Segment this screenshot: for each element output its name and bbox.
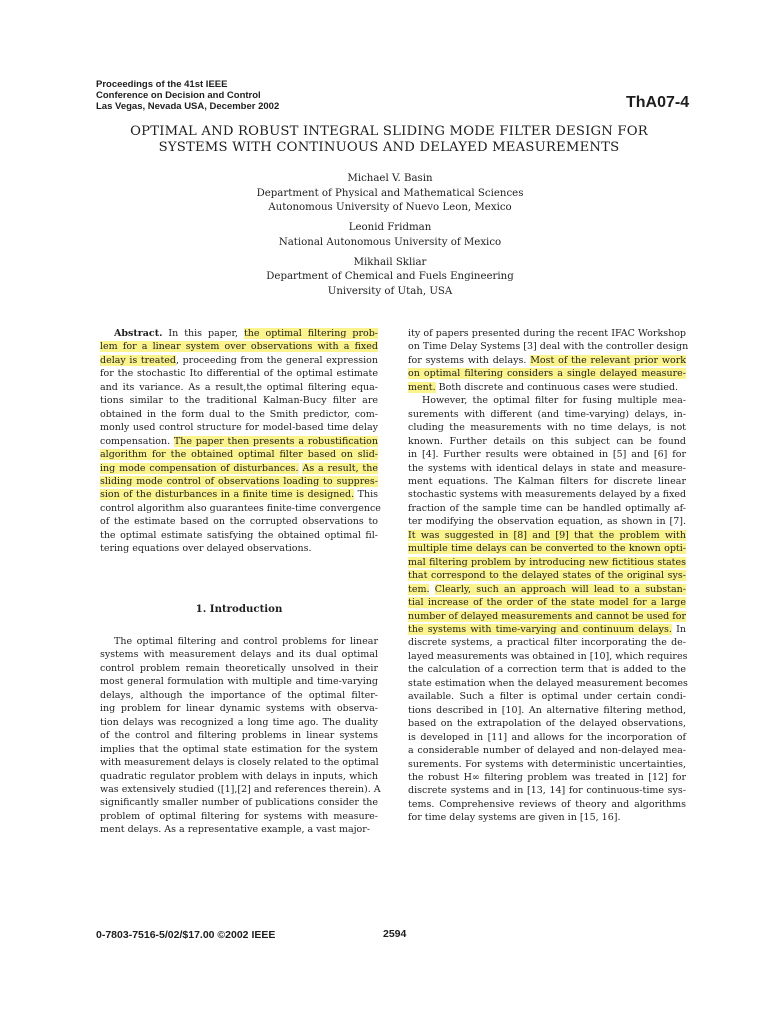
proceedings-info xyxy=(96,79,279,112)
text-line xyxy=(408,650,686,663)
text-span: ter modifying the observation equation, as shown in [7]. xyxy=(408,516,686,528)
text-line xyxy=(408,569,686,582)
text-line xyxy=(408,394,686,407)
text-line xyxy=(100,408,378,421)
text-span: for time delay systems are given in [15, 16]. xyxy=(408,812,621,824)
text-line xyxy=(408,758,686,771)
text-line xyxy=(408,448,686,461)
text-line xyxy=(408,556,686,569)
text-line xyxy=(408,704,686,717)
text-span: discrete systems and in [13, 14] for continuous-time sys- xyxy=(408,785,686,797)
text-line xyxy=(100,515,378,528)
highlighted-text: on optimal filtering considers a single delayed measure- xyxy=(408,368,686,380)
text-span: of the control and filtering problems in linear systems xyxy=(100,730,378,742)
text-line xyxy=(408,811,686,824)
text-line xyxy=(408,502,686,515)
highlighted-text: tem. xyxy=(408,583,430,595)
text-line xyxy=(408,462,686,475)
author-affiliation: University of Utah, USA xyxy=(327,285,453,297)
text-span: In xyxy=(671,623,686,635)
text-span: tion delays was recognized a long time ago. The duality xyxy=(100,716,378,728)
text-line xyxy=(100,729,378,742)
text-line xyxy=(100,716,378,729)
text-line xyxy=(408,488,686,501)
text-span: problem of optimal filtering for systems with measure- xyxy=(100,810,378,822)
text-span: delays, although the importance of the optimal filter- xyxy=(100,689,378,701)
copyright-footer: 0-7803-7516-5/02/$17.00 ©2002 IEEE xyxy=(96,929,276,941)
session-code: ThA07-4 xyxy=(626,94,690,111)
text-span: control problem remain theoretically unsolved in their xyxy=(100,662,378,674)
text-span: known. Further details on this subject can be found xyxy=(408,435,686,447)
text-line xyxy=(100,783,381,796)
highlighted-text: algorithm for the obtained optimal filter based on slid- xyxy=(100,449,378,461)
text-line xyxy=(408,636,686,649)
text-line xyxy=(100,462,378,475)
highlighted-text: the optimal filtering prob- xyxy=(243,328,379,339)
highlighted-text: that correspond to the delayed states of the original sys- xyxy=(408,570,686,582)
author-name: Leonid Fridman xyxy=(348,222,432,233)
author-affiliation: National Autonomous University of Mexico xyxy=(278,236,502,248)
author-affiliation: Department of Physical and Mathematical Sciences xyxy=(256,187,524,199)
text-line xyxy=(408,340,689,353)
text-span: ment delays. As a representative example, a vast major- xyxy=(100,824,371,836)
text-line xyxy=(100,394,378,407)
text-line xyxy=(408,408,686,421)
author-block xyxy=(120,172,660,299)
text-span: and its variance. As a result,the optimal filtering equa- xyxy=(100,381,378,393)
text-span: was extensively studied ([1],[2] and references therein). A xyxy=(100,783,381,795)
text-line xyxy=(100,421,378,434)
text-line xyxy=(100,529,378,542)
text-span: fraction of the sample time can be handled optimally af- xyxy=(408,502,686,514)
text-span: , proceeding from the general expression xyxy=(176,354,378,366)
text-line xyxy=(100,689,378,702)
highlighted-text: Clearly, such an approach will lead to a substan- xyxy=(434,583,686,595)
text-span: the robust H∞ filtering problem was treated in [12] for xyxy=(408,771,686,783)
text-span: is developed in [11] and allows for the incorporation of xyxy=(408,731,686,743)
text-line xyxy=(408,596,686,609)
text-span: significantly smaller number of publications consider the xyxy=(100,797,378,809)
abstract-label: Abstract. xyxy=(114,328,163,339)
text-line xyxy=(100,770,378,783)
text-span: discrete systems, a practical filter incorporating the de- xyxy=(408,637,686,649)
title-line: SYSTEMS WITH CONTINUOUS AND DELAYED MEASUREMENTS xyxy=(158,140,620,155)
text-line xyxy=(100,448,378,461)
text-span: layed measurements was obtained in [10], which requires xyxy=(408,650,688,662)
highlighted-text: The paper then presents a robustification xyxy=(173,435,378,447)
highlighted-text: lem for a linear system over observations with a fixed xyxy=(100,341,378,353)
text-line xyxy=(408,677,686,690)
highlighted-text: It was suggested in [8] and [9] that the problem with xyxy=(408,529,686,541)
text-span: ment equations. The Kalman filters for discrete linear xyxy=(408,475,686,487)
highlighted-text: multiple time delays can be converted to the known opti- xyxy=(408,543,686,555)
author-name: Michael V. Basin xyxy=(347,173,433,184)
text-span: tering equations over delayed observations. xyxy=(100,543,312,555)
text-line xyxy=(100,327,378,340)
text-line xyxy=(100,702,378,715)
highlighted-text: number of delayed measurements and cannot be used for xyxy=(408,610,687,622)
text-span: However, the optimal filter for fusing multiple mea- xyxy=(422,395,686,407)
text-line xyxy=(100,502,381,515)
text-span: based on the extrapolation of the delayed observations, xyxy=(408,718,686,730)
text-span: compensation. xyxy=(100,435,174,447)
text-line xyxy=(408,354,686,367)
highlighted-text: tial increase of the order of the state model for a large xyxy=(408,597,686,609)
text-span: implies that the optimal state estimation for the system xyxy=(100,743,378,755)
text-span: with measurement delays is closely related to the optimal xyxy=(100,757,379,769)
text-line xyxy=(408,623,686,636)
text-line xyxy=(408,731,686,744)
text-line xyxy=(408,744,686,757)
text-line xyxy=(408,663,686,676)
text-line xyxy=(100,340,378,353)
text-span: ity of papers presented during the recent IFAC Workshop xyxy=(408,328,686,339)
text-span: obtained in the form dual to the Smith predictor, com- xyxy=(100,408,378,420)
title-line: OPTIMAL AND ROBUST INTEGRAL SLIDING MODE FILTER DESIGN FOR xyxy=(130,124,648,139)
text-line xyxy=(408,798,686,811)
text-span: surements with different (and time-varying) delays, in- xyxy=(408,408,686,420)
proceedings-line: Proceedings of the 41st IEEE xyxy=(96,79,228,90)
text-span: monly used control structure for model-based time delay xyxy=(100,422,378,434)
highlighted-text: sliding mode control of observations loading to suppres- xyxy=(100,475,378,487)
proceedings-line: Conference on Decision and Control xyxy=(96,90,261,101)
text-line xyxy=(100,354,378,367)
text-span: quadratic regulator problem with delays in inputs, which xyxy=(100,770,378,782)
text-line xyxy=(100,756,378,769)
text-span: Both discrete and continuous cases were studied. xyxy=(435,381,679,393)
text-line xyxy=(100,675,378,688)
text-span: The optimal filtering and control problems for linear xyxy=(114,636,378,647)
text-line xyxy=(100,648,378,661)
text-line xyxy=(100,810,378,823)
text-span: stochastic systems with measurements delayed by a fixed xyxy=(408,489,687,501)
text-line xyxy=(408,381,686,394)
text-line xyxy=(408,515,686,528)
text-span: in [4]. Further results were obtained in [5] and [6] for xyxy=(408,449,686,461)
text-span: on Time Delay Systems [3] deal with the controller design xyxy=(408,341,689,353)
text-line xyxy=(408,690,686,703)
abstract xyxy=(100,327,381,556)
text-span: most general formulation with multiple and time-varying xyxy=(100,676,378,688)
text-line xyxy=(408,367,686,380)
highlighted-text: ment. xyxy=(408,381,436,393)
text-span xyxy=(429,584,434,595)
text-line xyxy=(100,662,378,675)
text-span: available. Such a filter is optimal under certain condi- xyxy=(408,691,686,703)
text-line xyxy=(408,610,686,623)
text-line xyxy=(100,435,378,448)
text-span: for the stochastic Ito differential of the optimal estimate xyxy=(100,368,378,380)
text-span: control algorithm also guarantees finite-time convergence xyxy=(100,502,381,514)
text-line xyxy=(408,542,686,555)
text-span: state estimation when the delayed measurement becomes xyxy=(408,677,688,689)
text-line xyxy=(100,542,378,555)
text-line xyxy=(408,421,686,434)
introduction-left-column xyxy=(100,635,381,837)
text-span: the calculation of a correction term that is added to the xyxy=(408,664,686,676)
text-span: surements. For systems with deterministic uncertainties, xyxy=(408,758,686,770)
text-line xyxy=(100,367,378,380)
text-span: for systems with delays. xyxy=(408,354,531,366)
text-line xyxy=(408,475,686,488)
author-affiliation: Department of Chemical and Fuels Engineering xyxy=(266,271,514,282)
section-heading-introduction: 1. Introduction xyxy=(195,603,283,615)
text-span: tions described in [10]. An alternative filtering method, xyxy=(408,704,686,716)
highlighted-text: mal filtering problem by introducing new fictitious states xyxy=(408,556,686,568)
text-span: cluding the measurements with no time delays, is not xyxy=(408,422,686,434)
highlighted-text: sion of the disturbances in a finite time is designed. xyxy=(100,489,355,501)
page-number: 2594 xyxy=(383,928,407,940)
text-span: tions similar to the traditional Kalman-Bucy filter are xyxy=(100,395,378,407)
highlighted-text: Most of the relevant prior work xyxy=(530,354,686,366)
proceedings-line: Las Vegas, Nevada USA, December 2002 xyxy=(96,101,280,112)
highlighted-text: delay is treated xyxy=(100,354,176,366)
text-span: systems with measurement delays and its dual optimal xyxy=(100,649,378,661)
text-line xyxy=(408,529,686,542)
text-span: This xyxy=(354,489,379,501)
text-line xyxy=(408,717,686,730)
highlighted-text: As a result, the xyxy=(302,462,378,474)
text-span: the systems with identical delays in state and measure- xyxy=(408,462,686,474)
right-column-text xyxy=(408,327,689,825)
author-name: Mikhail Skliar xyxy=(353,256,427,268)
text-span: ing problem for linear dynamic systems with observa- xyxy=(100,703,378,715)
highlighted-text: ing mode compensation of disturbances. xyxy=(100,462,299,474)
text-line xyxy=(408,771,686,784)
highlighted-text: the systems with time-varying and continuum delays. xyxy=(408,623,672,635)
text-span: of the estimate based on the corrupted observations to xyxy=(100,516,378,528)
text-line xyxy=(100,635,378,648)
text-line xyxy=(100,381,378,394)
text-line xyxy=(408,435,686,448)
text-line xyxy=(100,475,378,488)
text-line xyxy=(100,796,378,809)
text-line xyxy=(408,784,686,797)
text-span: In this paper, xyxy=(162,328,244,339)
author-affiliation: Autonomous University of Nuevo Leon, Mexico xyxy=(268,202,512,213)
text-line xyxy=(100,488,378,501)
paper-title xyxy=(100,124,678,156)
text-span: tems. Comprehensive reviews of theory and algorithms xyxy=(408,798,686,810)
text-span: the optimal estimate satisfying the obtained optimal fil- xyxy=(100,529,378,541)
text-line xyxy=(408,327,686,340)
text-line xyxy=(100,743,378,756)
text-span: a considerable number of delayed and non-delayed mea- xyxy=(408,745,686,757)
text-line xyxy=(100,823,378,836)
text-line xyxy=(408,583,686,596)
